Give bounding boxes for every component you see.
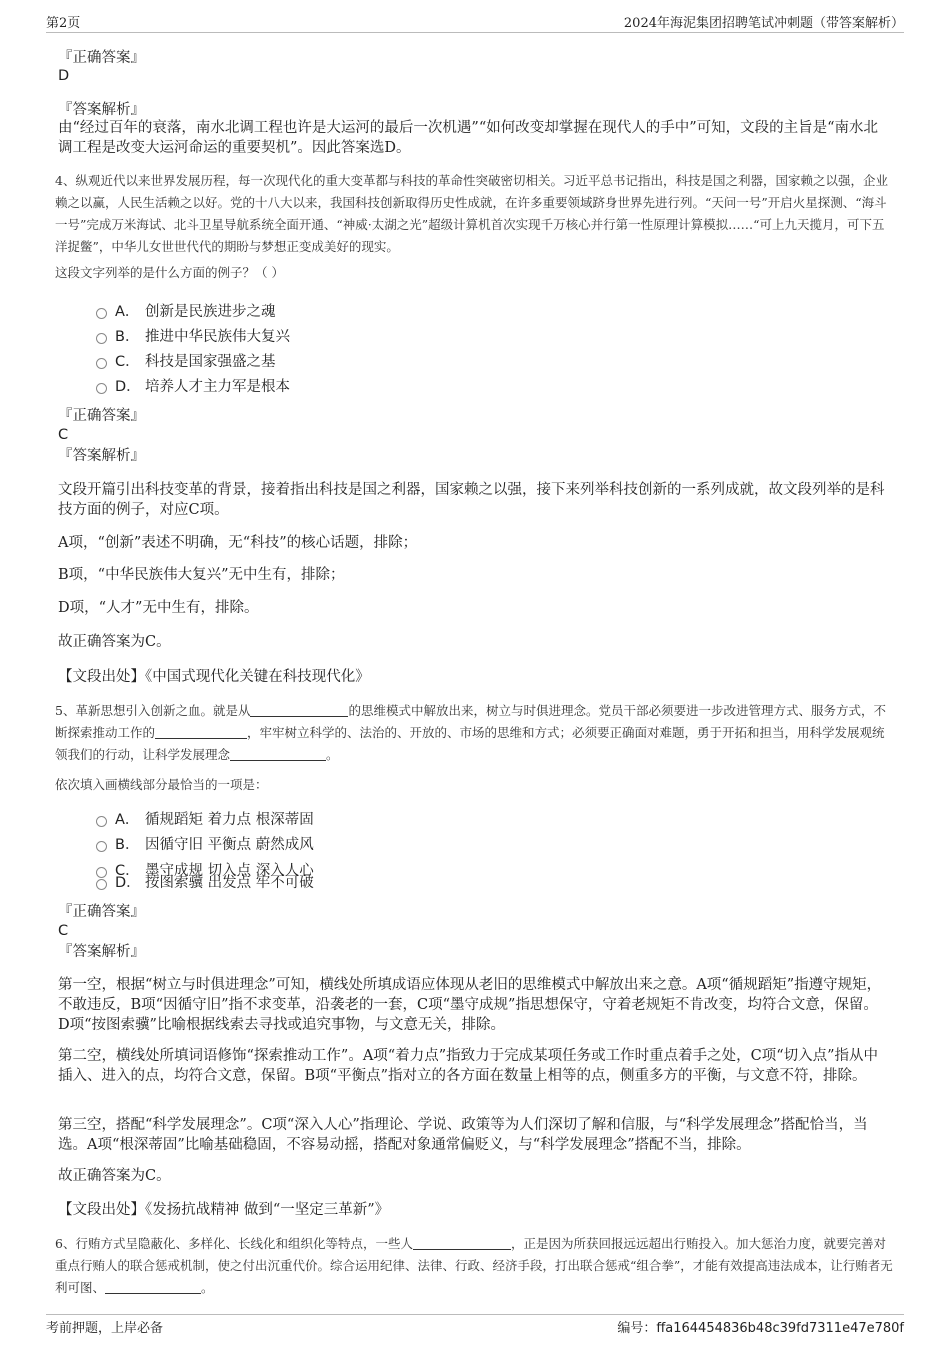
q5-option-a[interactable]: A． 循规蹈矩 着力点 根深蒂固 bbox=[96, 810, 314, 830]
page-header bbox=[46, 10, 904, 33]
q5-analysis-label: 『答案解析』 bbox=[58, 944, 145, 960]
q5-analysis-3: 第三空，搭配“科学发展理念”。C项“深入人心”指理论、学说、政策等为人们深切了解和信服，与“科学发展理念”搭配恰当，当选。A项“根深蒂固”比喻基础稳固，不容易动摇，搭配对象通常偏贬义，与“科学发展理念”搭配不当，排除。 bbox=[58, 1117, 868, 1153]
radio-icon[interactable] bbox=[96, 358, 107, 369]
q4-analysis-1: 文段开篇引出科技变革的背景，接着指出科技是国之利器，国家赖之以强，接下来列举科技创新的一系列成就，故文段列举的是科技方面的例子，对应C项。 bbox=[58, 482, 885, 518]
q3-analysis-label: 『答案解析』 bbox=[58, 102, 145, 118]
fill-blank-1 bbox=[250, 702, 348, 717]
q6-text: 6、行贿方式呈隐蔽化、多样化、长线化和组织化等特点，一些人 ，正是因为所获回报远远超出行贿投入。加大惩治力度，就要完善对重点行贿人的联合惩戒机制，使之付出沉重代价。综合运用纪律、法律、行政、经济手段，打出联合惩戒“组合拳”，才能有效提高违法成本，让行贿者无利可图、 。 bbox=[55, 1236, 893, 1295]
q5-question: 依次填入画横线部分最恰当的一项是： bbox=[55, 777, 268, 792]
page-footer bbox=[46, 1314, 904, 1337]
q5-analysis-4: 故正确答案为C。 bbox=[58, 1168, 171, 1184]
fill-blank-2 bbox=[155, 724, 247, 739]
document-id: 编号：ffa164454836b48c39fd7311e47e780f bbox=[617, 1321, 904, 1336]
q4-option-b[interactable]: B． 推进中华民族伟大复兴 bbox=[96, 327, 290, 347]
q4-analysis-label: 『答案解析』 bbox=[58, 448, 145, 464]
radio-icon[interactable] bbox=[96, 383, 107, 394]
q4-option-d[interactable]: D． 培养人才主力军是根本 bbox=[96, 377, 290, 397]
page-number: 第2页 bbox=[46, 16, 81, 31]
fill-blank-3 bbox=[230, 746, 326, 761]
q3-answer: D bbox=[58, 68, 70, 84]
radio-icon[interactable] bbox=[96, 841, 107, 852]
q5-answer: C bbox=[58, 923, 69, 939]
q4-source: 【文段出处】《中国式现代化关键在科技现代化》 bbox=[58, 669, 370, 685]
q5-option-b[interactable]: B． 因循守旧 平衡点 蔚然成风 bbox=[96, 835, 314, 855]
q5-answer-label: 『正确答案』 bbox=[58, 904, 145, 920]
q5-source: 【文段出处】《发扬抗战精神 做到“一坚定三革新”》 bbox=[58, 1202, 390, 1218]
radio-icon[interactable] bbox=[96, 308, 107, 319]
q4-answer: C bbox=[58, 427, 69, 443]
q4-analysis-5: 故正确答案为C。 bbox=[58, 634, 171, 650]
q3-analysis: 由“经过百年的衰落，南水北调工程也许是大运河的最后一次机遇”“如何改变却掌握在现代人的手中”可知，文段的主旨是“南水北调工程是改变大运河命运的重要契机”。因此答案选D。 bbox=[58, 120, 879, 156]
document-title: 2024年海泥集团招聘笔试冲刺题（带答案解析） bbox=[623, 16, 904, 31]
q4-option-c[interactable]: C． 科技是国家强盛之基 bbox=[96, 352, 276, 372]
q4-question: 这段文字列举的是什么方面的例子？（ ） bbox=[55, 265, 284, 280]
q4-analysis-2: A项，“创新”表述不明确，无“科技”的核心话题，排除； bbox=[58, 535, 418, 551]
radio-icon[interactable] bbox=[96, 879, 107, 890]
q5-text: 5、革新思想引入创新之血。就是从 的思维模式中解放出来，树立与时俱进理念。党员干部必须要进一步改进管理方式、服务方式，不断探索推动工作的 ，牢牢树立科学的、法治的、开放的、市场的思维和方式；必须要正确面对难题，勇于开拓和担当，用科学发展观统领我们的行动，让科学发展理念 。 bbox=[55, 703, 886, 762]
fill-blank-2 bbox=[105, 1279, 201, 1294]
q5-option-d[interactable]: D． 按图索骥 出发点 牢不可破 bbox=[96, 873, 314, 893]
q3-answer-label: 『正确答案』 bbox=[58, 50, 145, 66]
q5-analysis-2: 第二空，横线处所填词语修饰“探索推动工作”。A项“着力点”指致力于完成某项任务或工作时重点着手之处，C项“切入点”指从中插入、进入的点，均符合文意，保留。B项“平衡点”指对立的各方面在数量上相等的点，侧重多方的平衡，与文意不符，排除。 bbox=[58, 1048, 879, 1084]
q4-text: 4、纵观近代以来世界发展历程，每一次现代化的重大变革都与科技的革命性突破密切相关。习近平总书记指出，科技是国之利器，国家赖之以强，企业赖之以赢，人民生活赖之以好。党的十八大以来，我国科技创新取得历史性成就，在许多重要领域跻身世界先进行列。“天问一号”开启火星探测、“海斗一号”完成万米海试、北斗卫星导航系统全面开通、“神威·太湖之光”超级计算机首次实现千万核心并行第一性原理计算模拟……“可上九天揽月，可下五洋捉鳖”，中华儿女世世代代的期盼与梦想正变成美好的现实。 bbox=[55, 173, 888, 254]
q4-option-a[interactable]: A． 创新是民族进步之魂 bbox=[96, 302, 276, 322]
radio-icon[interactable] bbox=[96, 333, 107, 344]
q5-option-c[interactable]: C． 墨守成规 切入点 深入人心 bbox=[96, 861, 314, 881]
q5-analysis-1: 第一空，根据“树立与时俱进理念”可知，横线处所填成语应体现从老旧的思维模式中解放出来之意。A项“循规蹈矩”指遵守规矩，不敢违反，B项“因循守旧”指不求变革，沿袭老的一套，C项“墨守成规”指思想保守，守着老规矩不肯改变，均符合文意，保留。D项“按图索骥”比喻根据线索去寻找或追究事物，与文意无关，排除。 bbox=[58, 977, 882, 1033]
q4-analysis-4: D项，“人才”无中生有，排除。 bbox=[58, 600, 259, 616]
footer-slogan: 考前押题，上岸必备 bbox=[46, 1321, 164, 1336]
fill-blank-1 bbox=[413, 1235, 511, 1250]
q4-answer-label: 『正确答案』 bbox=[58, 408, 145, 424]
radio-icon[interactable] bbox=[96, 816, 107, 827]
q4-analysis-3: B项，“中华民族伟大复兴”无中生有，排除； bbox=[58, 567, 345, 583]
